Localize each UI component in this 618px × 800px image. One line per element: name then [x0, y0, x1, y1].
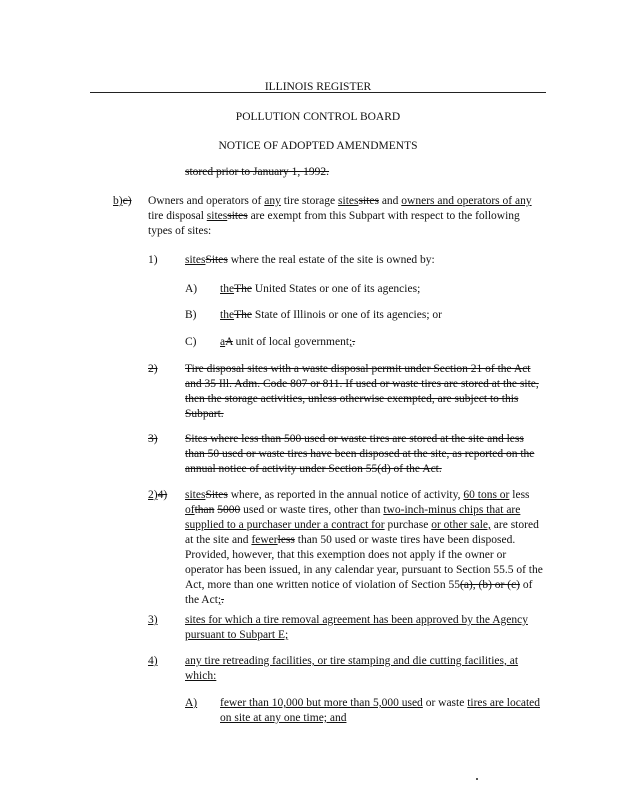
item-b2-text: sitesSites where, as reported in the annual notice of activity, 60 tons or less ofthan 5000 used or waste tires, other than two-inch-minus chips that are supplied to a purchaser under a contract for purchase or other sale, are stored at the site and fewerless than 50 used or waste tires have been disposed. Provided, however, that this exemption does not apply if the owner or operator has been issued, in any calendar year, pursuant to Section 55.5 of the Act, more than one written notice of violation of Section 55(a), (b) or (c) of the Act;. — [185, 489, 543, 606]
deleted-item-2-text: Tire disposal sites with a waste disposal permit under Section 21 of the Act and 35 Ill. Adm. Code 807 or 811. If used or waste tires are stored at the site, then the storage activities, unless otherwise exempted, are subject to this Subpart. — [185, 363, 539, 420]
item-b2-label: 2)4) — [148, 489, 168, 501]
header-rule — [90, 92, 546, 93]
board-title: POLLUTION CONTROL BOARD — [235, 111, 401, 123]
intro-line-deleted: stored prior to January 1, 1992. — [185, 166, 330, 178]
item-b4A-text: fewer than 10,000 but more than 5,000 used or waste tires are located on site at any one time; and — [220, 697, 540, 724]
item-b3-text: sites for which a tire removal agreement has been approved by the Agency pursuant to Subpart E; — [185, 614, 528, 641]
item-b1C-text: aA unit of local government;. — [220, 336, 356, 348]
deleted-item-3-text: Sites where less than 500 used or waste tires are stored at the site and less than 50 used or waste tires have been disposed at the site, as reported on the annual notice of activity under Section 55(d) of the Act. — [185, 433, 535, 475]
item-b1-label: 1) — [148, 254, 158, 266]
item-b4-label: 4) — [148, 655, 158, 667]
deleted-item-3-label: 3) — [148, 433, 158, 445]
item-b1C-label: C) — [185, 336, 197, 348]
item-b-label: b)c) — [113, 195, 132, 207]
item-b-text: Owners and operators of any tire storage sitessites and owners and operators of any tire disposal sitessites are exempt from this Subpart with respect to the following types of sites: — [148, 195, 532, 237]
deleted-item-2-label: 2) — [148, 363, 158, 375]
item-b1B-text: theThe State of Illinois or one of its agencies; or — [220, 309, 442, 321]
item-b4-text: any tire retreading facilities, or tire stamping and die cutting facilities, at which: — [185, 655, 519, 682]
item-b1A-label: A) — [185, 283, 198, 295]
register-title: ILLINOIS REGISTER — [264, 81, 372, 93]
item-b3-label: 3) — [148, 614, 158, 626]
item-b1-text: sitesSites where the real estate of the site is owned by: — [185, 254, 435, 266]
page-mark — [476, 778, 478, 780]
item-b1B-label: B) — [185, 309, 197, 321]
item-b1A-text: theThe United States or one of its agencies; — [220, 283, 421, 295]
item-b4A-label: A) — [185, 697, 198, 709]
notice-title: NOTICE OF ADOPTED AMENDMENTS — [218, 140, 418, 152]
